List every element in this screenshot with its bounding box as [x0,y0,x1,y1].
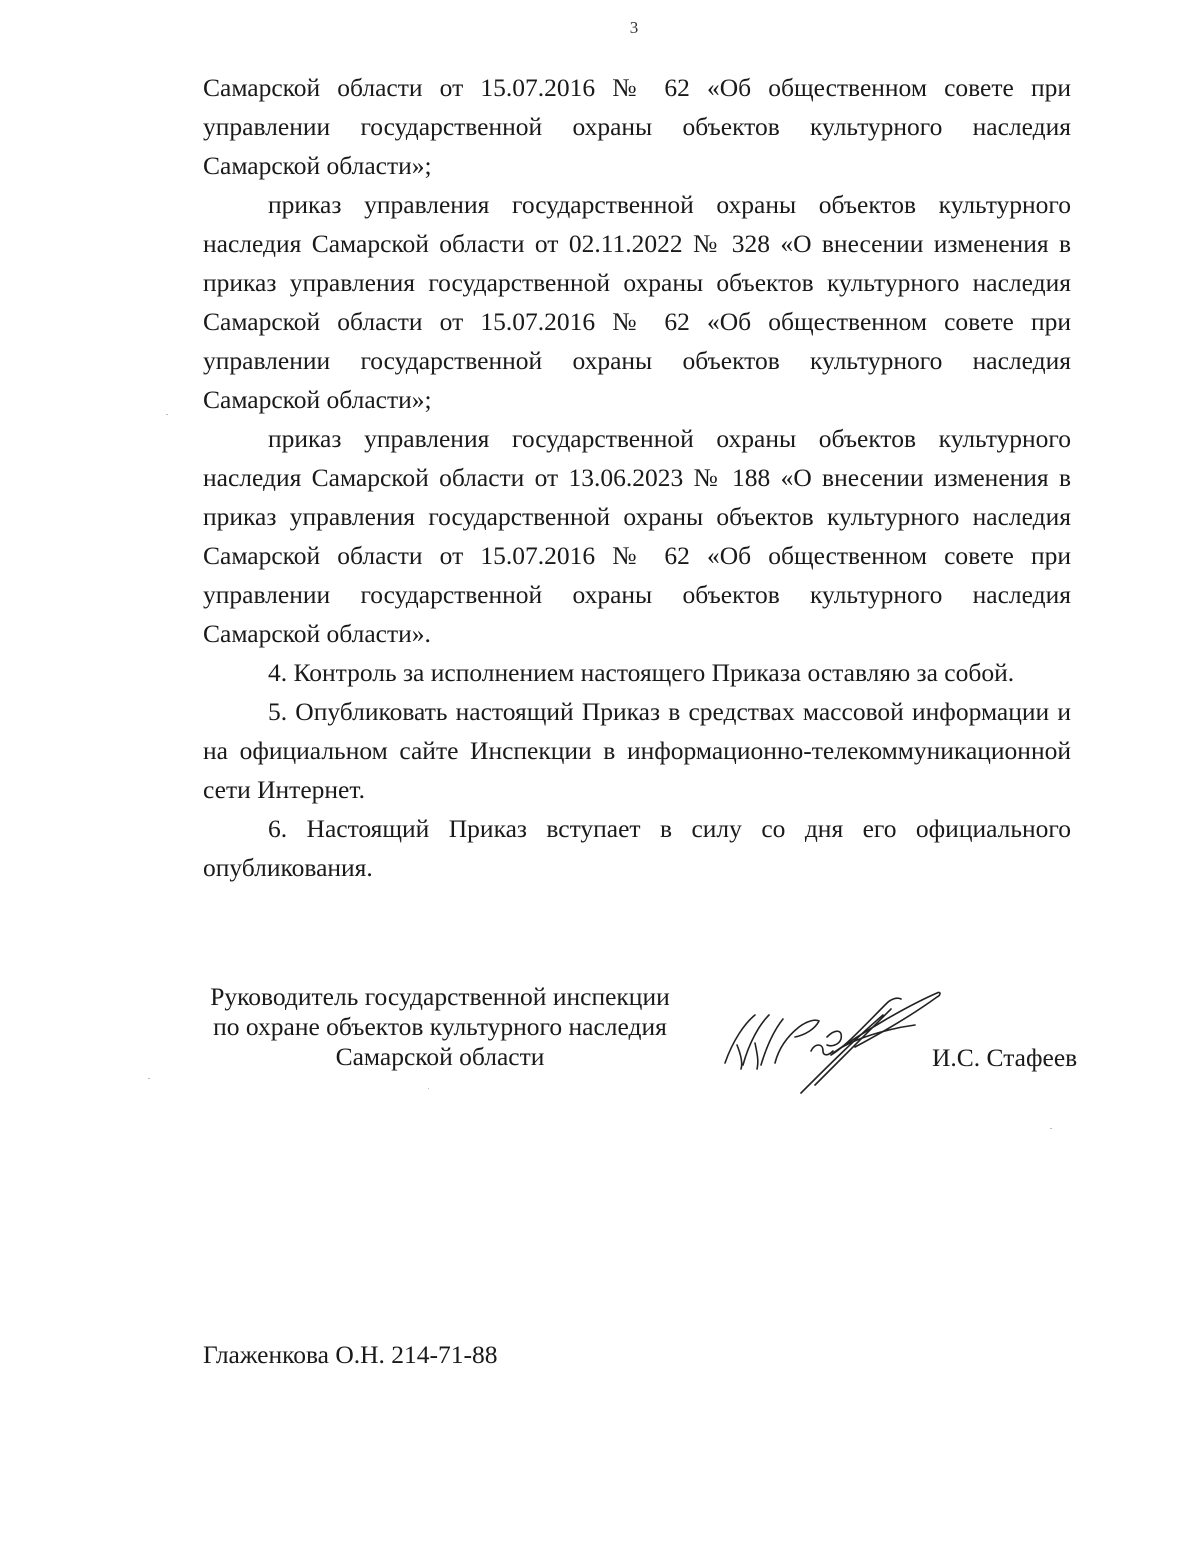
scan-speck [166,414,168,415]
document-body [203,68,1071,887]
scan-speck [1050,1128,1052,1129]
paragraph-item-4: 4. Контроль за исполнением настоящего Приказа оставляю за собой. [268,658,1015,687]
paragraph-order-2022: приказ управления государственной охраны объектов культурного наследия Самарской области от 02.11.2022 № 328 «О внесении изменения в приказ управления государственной охраны объектов культурного наследия Самарской области от 15.07.2016 № 62 «Об общественном совете при управлении государственной охраны объектов культурного наследия Самарской области»; [203,190,1071,414]
signatory-position [200,982,680,1072]
signatory-position-line: по охране объектов культурного наследия [213,1012,667,1041]
scan-speck [148,1078,150,1079]
handwritten-signature [715,985,955,1100]
paragraph-item-5: 5. Опубликовать настоящий Приказ в средствах массовой информации и на официальном сайте Инспекции в информационно-телекоммуникационной сети Интернет. [203,697,1071,804]
scan-speck [428,1088,429,1089]
paragraph-item-6: 6. Настоящий Приказ вступает в силу со дня его официального опубликования. [203,814,1071,882]
signer-name: И.С. Стафеев [932,1043,1078,1072]
paragraph-order-2023: приказ управления государственной охраны объектов культурного наследия Самарской области от 13.06.2023 № 188 «О внесении изменения в приказ управления государственной охраны объектов культурного наследия Самарской области от 15.07.2016 № 62 «Об общественном совете при управлении государственной охраны объектов культурного наследия Самарской области». [203,424,1071,648]
page-number: 3 [629,18,639,37]
executor-contact: Глаженкова О.Н. 214-71-88 [203,1340,498,1369]
signatory-position-line: Самарской области [335,1042,545,1071]
signatory-position-line: Руководитель государственной инспекции [210,982,670,1011]
paragraph-continuation: Самарской области от 15.07.2016 № 62 «Об общественном совете при управлении государственной охраны объектов культурного наследия Самарской области»; [203,73,1071,180]
